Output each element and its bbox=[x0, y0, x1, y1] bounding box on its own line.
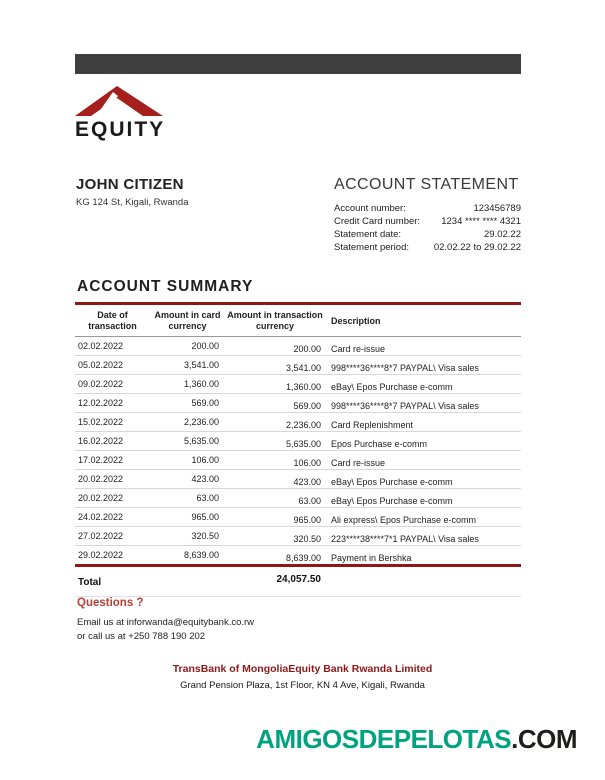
card-amount-cell: 63.00 bbox=[150, 489, 225, 508]
transaction-amount-cell: 423.00 bbox=[225, 470, 325, 489]
transaction-amount-cell: 5,635.00 bbox=[225, 432, 325, 451]
transaction-row bbox=[75, 413, 521, 432]
footer-bank-address: Grand Pension Plaza, 1st Floor, KN 4 Ave, Kigali, Rwanda bbox=[180, 680, 425, 691]
card-amount-cell: 569.00 bbox=[150, 394, 225, 413]
card-amount-cell: 2,236.00 bbox=[150, 413, 225, 432]
customer-address: KG 124 St, Kigali, Rwanda bbox=[76, 197, 189, 208]
transaction-row bbox=[75, 546, 521, 566]
description-cell: 998****36****8*7 PAYPAL\ Visa sales bbox=[325, 394, 521, 413]
transaction-amount-cell: 200.00 bbox=[225, 337, 325, 356]
transaction-amount-cell: 106.00 bbox=[225, 451, 325, 470]
transaction-amount-cell: 320.50 bbox=[225, 527, 325, 546]
credit-card-number-label: Credit Card number: bbox=[334, 216, 421, 227]
card-amount-cell: 3,541.00 bbox=[150, 356, 225, 375]
questions-block bbox=[77, 597, 254, 644]
customer-name: JOHN CITIZEN bbox=[76, 176, 184, 193]
card-amount-cell: 965.00 bbox=[150, 508, 225, 527]
transaction-row bbox=[75, 508, 521, 527]
transaction-row bbox=[75, 394, 521, 413]
transaction-row bbox=[75, 527, 521, 546]
statement-period-label: Statement period: bbox=[334, 242, 409, 253]
credit-card-number-value: 1234 **** **** 4321 bbox=[441, 216, 521, 227]
transaction-row bbox=[75, 432, 521, 451]
account-number-label: Account number: bbox=[334, 203, 406, 214]
transaction-date-cell: 20.02.2022 bbox=[75, 470, 150, 489]
statement-date-value: 29.02.22 bbox=[484, 229, 521, 240]
brand-name: EQUITY bbox=[75, 118, 166, 141]
account-number-field bbox=[334, 202, 521, 215]
statement-date-label: Statement date: bbox=[334, 229, 402, 240]
description-cell: 223****38****7*1 PAYPAL\ Visa sales bbox=[325, 527, 521, 546]
top-bar bbox=[75, 54, 521, 74]
equity-logo bbox=[75, 86, 165, 142]
statement-date-field bbox=[334, 228, 521, 241]
description-cell: eBay\ Epos Purchase e-comm bbox=[325, 470, 521, 489]
transaction-date-cell: 29.02.2022 bbox=[75, 546, 150, 566]
card-amount-cell: 5,635.00 bbox=[150, 432, 225, 451]
transaction-date-cell: 24.02.2022 bbox=[75, 508, 150, 527]
account-number-value: 123456789 bbox=[473, 203, 521, 214]
transaction-date-cell: 17.02.2022 bbox=[75, 451, 150, 470]
total-row bbox=[75, 567, 521, 597]
transaction-row bbox=[75, 375, 521, 394]
transaction-amount-cell: 8,639.00 bbox=[225, 546, 325, 566]
statement-period-value: 02.02.22 to 29.02.22 bbox=[433, 242, 521, 253]
description-cell: Card re-issue bbox=[325, 337, 521, 356]
credit-card-number-field bbox=[334, 215, 521, 228]
card-amount-cell: 200.00 bbox=[150, 337, 225, 356]
description-cell: Payment in Bershka bbox=[325, 546, 521, 566]
total-value: 24,057.50 bbox=[276, 574, 321, 585]
equity-roof-icon bbox=[75, 86, 165, 116]
total-label: Total bbox=[78, 577, 102, 588]
transaction-amount-cell: 3,541.00 bbox=[225, 356, 325, 375]
transaction-amount-cell: 569.00 bbox=[225, 394, 325, 413]
transaction-amount-cell: 2,236.00 bbox=[225, 413, 325, 432]
transaction-date-cell: 05.02.2022 bbox=[75, 356, 150, 375]
customer-block bbox=[76, 176, 188, 208]
table-header-row bbox=[75, 304, 521, 337]
column-header-description: Description bbox=[325, 304, 521, 337]
description-cell: Card re-issue bbox=[325, 451, 521, 470]
transaction-date-cell: 20.02.2022 bbox=[75, 489, 150, 508]
transaction-date-cell: 16.02.2022 bbox=[75, 432, 150, 451]
column-header-transaction-amount: Amount in transaction currency bbox=[225, 304, 325, 337]
watermark bbox=[256, 724, 577, 755]
questions-phone-line: or call us at +250 788 190 202 bbox=[77, 631, 206, 642]
transaction-date-cell: 15.02.2022 bbox=[75, 413, 150, 432]
transactions-body bbox=[75, 337, 521, 566]
transaction-amount-cell: 1,360.00 bbox=[225, 375, 325, 394]
questions-title: Questions ? bbox=[77, 597, 144, 609]
account-summary-title: ACCOUNT SUMMARY bbox=[77, 278, 254, 295]
description-cell: eBay\ Epos Purchase e-comm bbox=[325, 489, 521, 508]
transaction-date-cell: 02.02.2022 bbox=[75, 337, 150, 356]
transaction-amount-cell: 965.00 bbox=[225, 508, 325, 527]
statement-period-field bbox=[334, 241, 521, 254]
transaction-row bbox=[75, 451, 521, 470]
transaction-row bbox=[75, 489, 521, 508]
description-cell: Card Replenishment bbox=[325, 413, 521, 432]
card-amount-cell: 8,639.00 bbox=[150, 546, 225, 566]
column-header-date: Date of transaction bbox=[75, 304, 150, 337]
column-header-card-amount: Amount in card currency bbox=[150, 304, 225, 337]
footer-block bbox=[0, 663, 605, 691]
transaction-row bbox=[75, 470, 521, 489]
card-amount-cell: 1,360.00 bbox=[150, 375, 225, 394]
transactions-table-wrap bbox=[75, 302, 521, 597]
transaction-date-cell: 27.02.2022 bbox=[75, 527, 150, 546]
card-amount-cell: 320.50 bbox=[150, 527, 225, 546]
card-amount-cell: 423.00 bbox=[150, 470, 225, 489]
watermark-tld: .COM bbox=[511, 724, 577, 754]
watermark-name: AMIGOSDEPELOTAS bbox=[256, 724, 512, 754]
description-cell: 998****36****8*7 PAYPAL\ Visa sales bbox=[325, 356, 521, 375]
statement-info-block bbox=[334, 176, 521, 254]
transaction-date-cell: 09.02.2022 bbox=[75, 375, 150, 394]
transactions-table bbox=[75, 302, 521, 567]
transaction-row bbox=[75, 337, 521, 356]
description-cell: Ali express\ Epos Purchase e-comm bbox=[325, 508, 521, 527]
transaction-date-cell: 12.02.2022 bbox=[75, 394, 150, 413]
questions-email-line: Email us at inforwanda@equitybank.co.rw bbox=[77, 617, 255, 628]
transaction-row bbox=[75, 356, 521, 375]
description-cell: eBay\ Epos Purchase e-comm bbox=[325, 375, 521, 394]
card-amount-cell: 106.00 bbox=[150, 451, 225, 470]
description-cell: Epos Purchase e-comm bbox=[325, 432, 521, 451]
transaction-amount-cell: 63.00 bbox=[225, 489, 325, 508]
statement-title: ACCOUNT STATEMENT bbox=[334, 176, 519, 193]
footer-bank-name: TransBank of MongoliaEquity Bank Rwanda Limited bbox=[172, 663, 433, 675]
